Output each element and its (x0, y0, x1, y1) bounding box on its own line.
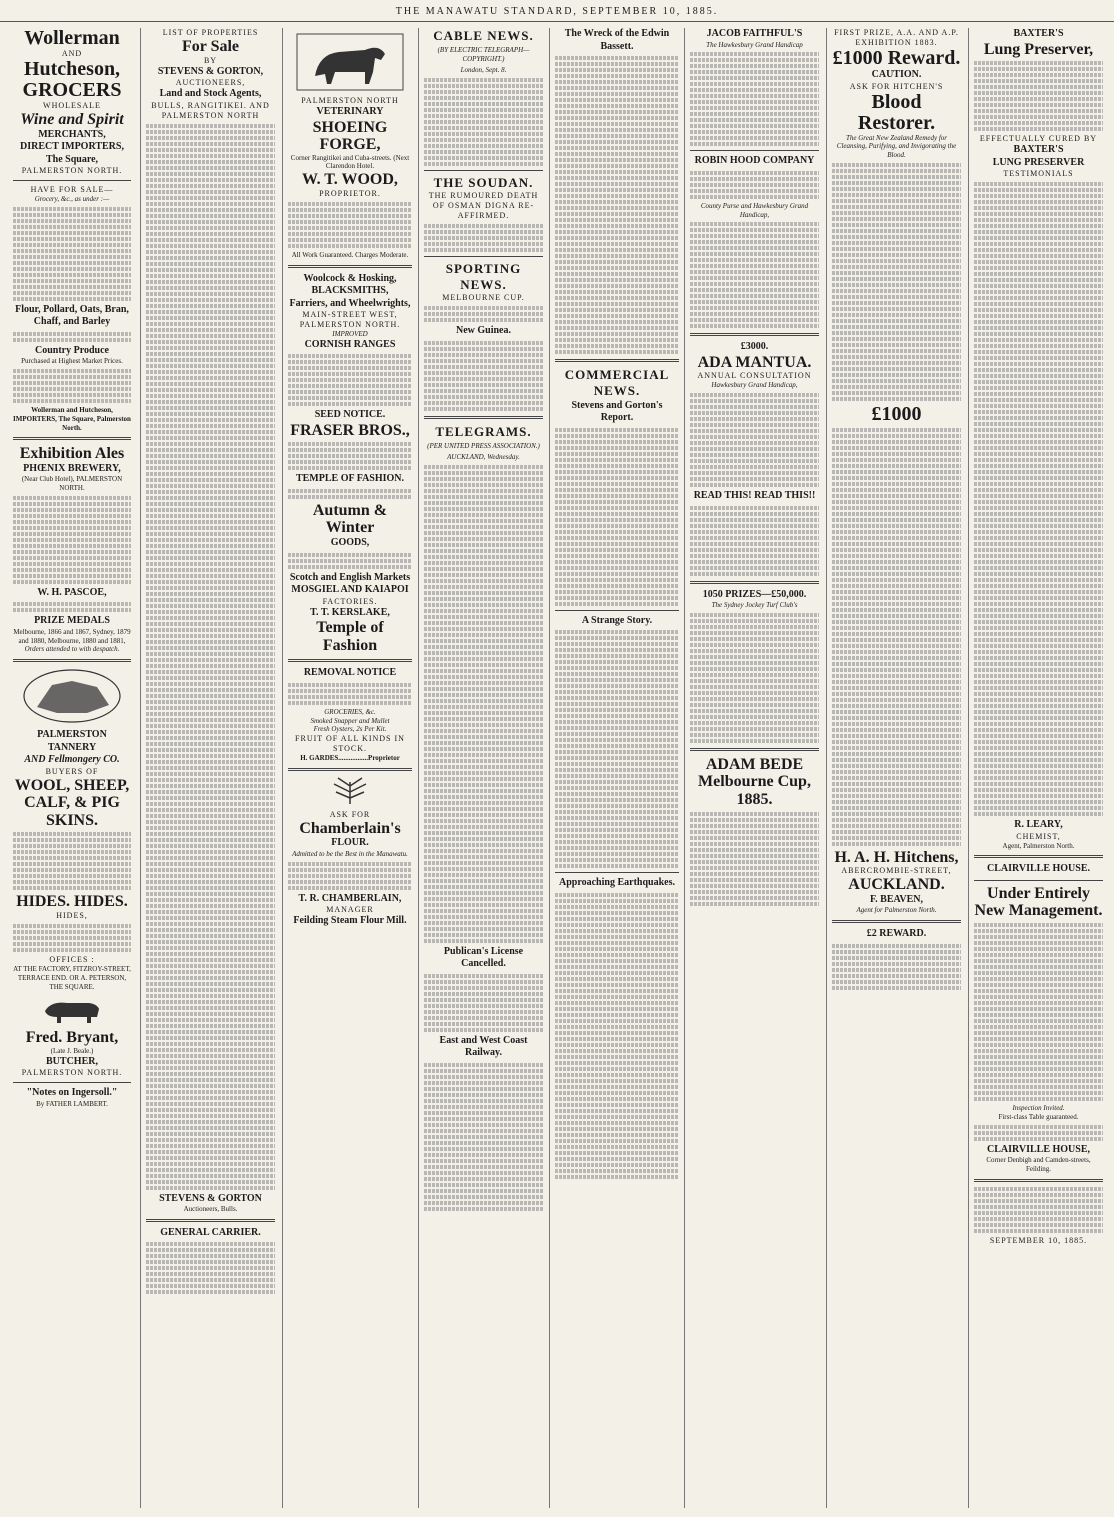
stevens-gorton: STEVENS & GORTON, (157, 65, 264, 77)
divider (555, 872, 679, 873)
column-8 (968, 28, 1108, 1508)
robin-hood: ROBIN HOOD COMPANY (694, 155, 815, 167)
seed-notice: SEED NOTICE. (314, 409, 386, 421)
gardes-proprietor: H. GARDES.................Proprietor (300, 754, 400, 762)
wheat-sheaf-icon (310, 776, 390, 806)
imprint-text (974, 1187, 1103, 1233)
flour: FLOUR. (331, 837, 369, 849)
article-text (832, 944, 961, 990)
autumn-winter: Autumn & Winter (312, 501, 388, 537)
testimonials: TESTIMONIALS (1003, 169, 1074, 179)
text-block (13, 924, 131, 952)
property-list (146, 124, 275, 1190)
divider (424, 256, 543, 257)
text-block (13, 369, 131, 403)
chamberlain: Chamberlain's (299, 819, 401, 837)
prizes-heading: 1050 PRIZES—£50,000. (702, 588, 807, 600)
inspection-invited: Inspection Invited. (1012, 1104, 1065, 1113)
soudan-heading: THE SOUDAN. (433, 174, 534, 190)
admitted-line: Admitted to be the Best in the Manawatu. (292, 849, 408, 858)
chemist: CHEMIST, (1016, 831, 1061, 841)
column-7 (826, 28, 966, 1508)
great-remedy: The Great New Zealand Remedy for Cleansing, Purifying, and Invigorating the Blood. (836, 133, 957, 159)
country-produce: Country Produce (35, 344, 109, 356)
article-text (974, 1125, 1103, 1141)
wollerman-heading: Wollerman (24, 28, 120, 49)
article-text (555, 56, 679, 354)
square-text: The Square, (45, 153, 99, 165)
brewery-name: PHŒNIX BREWERY, (23, 462, 121, 474)
lung-preserver: Lung Preserver, (983, 40, 1094, 58)
forge-town: PALMERSTON NORTH (301, 96, 399, 105)
wood-name: W. T. WOOD, (302, 171, 398, 189)
goods: GOODS, (330, 537, 370, 549)
divider (424, 416, 543, 419)
article-text (424, 306, 543, 322)
improved: IMPROVED (332, 330, 368, 339)
reward-heading: £1000 Reward. (832, 47, 961, 69)
and-text: AND (61, 49, 83, 58)
sweep-text (690, 613, 819, 743)
divider (974, 880, 1103, 881)
sweep-text (690, 506, 819, 576)
article-text (424, 1063, 543, 1211)
sweep-text (690, 393, 819, 487)
text-block (146, 1242, 275, 1294)
text-block (288, 683, 412, 705)
beaven: F. BEAVEN, (869, 893, 924, 905)
by-text: BY (203, 55, 218, 65)
sweep-text (690, 812, 819, 906)
divider (974, 1179, 1103, 1182)
rumoured-death: THE RUMOURED DEATH OF OSMAN DIGNA RE-AFFIRMED. (428, 190, 539, 220)
divider (690, 581, 819, 584)
divider (13, 437, 131, 440)
text-block (288, 862, 412, 890)
text-block (13, 332, 131, 342)
oysters: Fresh Oysters, 2s Per Kit. (313, 725, 387, 734)
read-this: READ THIS! READ THIS!! (693, 490, 816, 502)
caution: CAUTION. (871, 69, 922, 80)
london-date: London, Sept. 8. (460, 65, 507, 74)
clairville-house: CLAIRVILLE HOUSE. (986, 863, 1090, 875)
sweep-text (690, 222, 819, 328)
cornish-ranges: CORNISH RANGES (304, 338, 396, 350)
sydney-jockey: The Sydney Jockey Turf Club's (711, 601, 798, 610)
divider (690, 748, 819, 751)
medal-years: Melbourne, 1866 and 1867, Sydney, 1879 and 1880, Melbourne, 1880 and 1881, (13, 627, 131, 645)
main-street: MAIN-STREET WEST, (302, 310, 398, 320)
earthquakes: Approaching Earthquakes. (559, 877, 675, 888)
column-4 (418, 28, 548, 1508)
divider (13, 1082, 131, 1083)
article-text (974, 923, 1103, 1101)
annual-consultation: ANNUAL CONSULTATION (697, 371, 812, 381)
wool-heading: WOOL, SHEEP, CALF, & PIG SKINS. (14, 776, 130, 829)
tannery-emblem-icon (17, 667, 127, 725)
abercrombie-street: ABERCROMBIE-STREET, (841, 866, 952, 876)
manager-label: MANAGER (326, 905, 374, 915)
land-stock-agents: Land and Stock Agents, (159, 88, 262, 100)
exhibition-ales: Exhibition Ales (19, 445, 125, 463)
butcher-town: PALMERSTON NORTH. (21, 1068, 123, 1078)
bull-icon (37, 995, 107, 1025)
for-sale-heading: For Sale (181, 38, 240, 55)
manager-name: T. R. CHAMBERLAIN, (298, 892, 402, 904)
divider (288, 768, 412, 771)
divider (13, 180, 131, 181)
sporting-news: SPORTING NEWS. (445, 260, 522, 292)
hitchens-name: H. A. H. Hitchens, (834, 848, 959, 866)
text-block (288, 442, 412, 470)
text-block (288, 489, 412, 499)
article-text (424, 974, 543, 1032)
adam-bede: ADAM BEDE (705, 755, 804, 773)
groceries: GROCERIES, &c. (324, 707, 376, 716)
text-block (288, 354, 412, 406)
divider (555, 359, 679, 362)
article-text (832, 163, 961, 401)
scotch-markets: Scotch and English Markets (289, 571, 411, 583)
shoeing-forge: SHOEING FORGE, (312, 118, 388, 154)
article-text (974, 61, 1103, 131)
auckland: AUCKLAND. (848, 876, 945, 894)
article-text (555, 630, 679, 868)
grocery-line: Grocery, &c., as under :— (34, 195, 110, 204)
text-block (13, 207, 131, 301)
auctioneers: AUCTIONEERS, (175, 78, 246, 88)
mosgiel: MOSGIEL AND KAIAPOI (291, 584, 409, 596)
stevens-gorton-footer: STEVENS & GORTON (159, 1192, 262, 1204)
text-block (13, 832, 131, 890)
butcher-label: BUTCHER, (46, 1055, 98, 1067)
clairville-corner: Corner Denbigh and Camden-streets, Feilding. (986, 1156, 1091, 1173)
article-text (424, 465, 543, 943)
hides-sub: HIDES, (56, 911, 88, 921)
column-3 (282, 28, 417, 1508)
snapper: Smoked Snapper and Mullet (310, 716, 390, 725)
article-text (974, 182, 1103, 816)
baxters-2: BAXTER'S (1013, 144, 1064, 156)
railway-heading: East and West Coast Railway. (439, 1034, 528, 1058)
text-block (288, 553, 412, 569)
orders-line: Orders attended to with despatch. (24, 645, 120, 654)
fellmongery-name: AND Fellmongery CO. (24, 754, 120, 766)
importers-line: Wollerman and Hutcheson, IMPORTERS, The Square, Palmerston North. (13, 406, 131, 432)
county-purse: County Purse and Hawkesbury Grand Handicap, (700, 201, 809, 219)
wreck-heading: The Wreck of the Edwin Bassett. (564, 28, 670, 52)
text-block (288, 202, 412, 248)
divider (424, 170, 543, 171)
grocers-heading: GROCERS (22, 79, 122, 101)
sweep-text (690, 52, 819, 146)
auctioneers-bulls: Auctioneers, Bulls. (183, 1205, 238, 1214)
auckland-dateline: AUCKLAND, Wednesday. (447, 452, 520, 461)
jacob-faithful: JACOB FAITHFUL'S (706, 28, 803, 39)
father-lambert: By FATHER LAMBERT. (36, 1099, 108, 1108)
temple-fashion: TEMPLE OF FASHION. (295, 473, 405, 485)
flour-line: Flour, Pollard, Oats, Bran, Chaff, and Barley (15, 303, 129, 328)
woolcock-hosking: Woolcock & Hosking, (303, 272, 397, 284)
prize-medals: PRIZE MEDALS (34, 615, 110, 627)
divider (288, 265, 412, 268)
new-guinea: New Guinea. (456, 325, 511, 337)
direct-importers: DIRECT IMPORTERS, (20, 141, 124, 153)
license-cancelled: Publican's License Cancelled. (443, 945, 524, 969)
palmerston-town: PALMERSTON NORTH. (299, 320, 401, 330)
towns-line: BULLS, RANGITIKEI. AND PALMERSTON NORTH (151, 100, 270, 120)
hides-heading: HIDES. HIDES. (16, 893, 128, 911)
divider (13, 659, 131, 662)
horse-icon (295, 32, 405, 92)
farriers: Farriers, and Wheelwrights, (289, 297, 411, 309)
column-2 (140, 28, 280, 1508)
offices-address: AT THE FACTORY, FITZROY-STREET, TERRACE END. OR A. PETERSON, THE SQUARE. (13, 965, 131, 991)
text-block (13, 602, 131, 612)
cable-news: CABLE NEWS. (433, 28, 534, 43)
column-1 (8, 28, 136, 1508)
fruit-stock: FRUIT OF ALL KINDS IN STOCK. (295, 734, 405, 753)
divider (146, 1219, 275, 1222)
wine-spirit-heading: Wine and Spirit (20, 111, 124, 128)
commercial-news: COMMERCIAL NEWS. (564, 367, 670, 399)
strange-story: A Strange Story. (581, 614, 653, 626)
purchased-line: Purchased at Highest Market Prices. (21, 357, 123, 366)
stevens-report: Stevens and Gorton's Report. (571, 399, 663, 423)
lung-preserver-2: LUNG PRESERVER (992, 156, 1085, 168)
kerslake: T. T. KERSLAKE, (310, 606, 390, 618)
town-text: PALMERSTON NORTH. (21, 166, 123, 176)
fraser-bros: FRASER BROS., (290, 421, 410, 439)
thousand-pound: £1000 (871, 402, 922, 425)
ask-hitchens: ASK FOR HITCHEN'S (849, 81, 944, 91)
tannery-name: PALMERSTON TANNERY (37, 729, 107, 753)
pascoe-name: W. H. PASCOE, (37, 586, 107, 598)
masthead: THE MANAWATU STANDARD, SEPTEMBER 10, 1885. (0, 6, 1114, 22)
divider (690, 150, 819, 151)
cable-sub: (BY ELECTRIC TELEGRAPH—COPYRIGHT.) (437, 46, 530, 63)
removal-notice: REMOVAL NOTICE (303, 667, 397, 679)
hawkesbury-handicap: The Hawkesbury Grand Handicap (706, 40, 803, 49)
agent-palmerston: Agent, Palmerston North. (1002, 841, 1075, 850)
melbourne-cup: MELBOURNE CUP. (442, 293, 525, 303)
column-6 (684, 28, 824, 1508)
sweep-text (690, 171, 819, 199)
divider (288, 659, 412, 662)
article-text (424, 78, 543, 166)
ask-for: ASK FOR (329, 809, 371, 819)
effectually-cured: EFFECTUALLY CURED BY (979, 134, 1098, 144)
article-text (424, 341, 543, 411)
butcher-name: Fred. Bryant, (25, 1029, 119, 1047)
divider (555, 610, 679, 611)
baxters: BAXTER'S (1013, 28, 1064, 39)
two-pound-reward: £2 REWARD. (866, 928, 927, 940)
telegrams-heading: TELEGRAMS. (435, 423, 532, 439)
clairville-house-2: CLAIRVILLE HOUSE, (986, 1143, 1090, 1155)
have-for-sale: HAVE FOR SALE— (30, 185, 114, 195)
three-thousand: £3000. (740, 341, 769, 353)
hutcheson-heading: Hutcheson, (23, 58, 121, 80)
blacksmiths: BLACKSMITHS, (311, 285, 389, 297)
forge-address: Corner Rangitikei and Cuba-streets. (Next Clarendon Hotel. (290, 153, 410, 171)
brewery-address: (Near Club Hotel), PALMERSTON NORTH. (21, 475, 123, 493)
article-text (832, 428, 961, 846)
blood-restorer: Blood Restorer. (857, 90, 936, 134)
list-properties: LIST OF PROPERTIES (162, 28, 259, 37)
notes-ingersoll: "Notes on Ingersoll." (26, 1087, 118, 1099)
flour-mill: Feilding Steam Flour Mill. (293, 915, 407, 927)
first-class-table: First-class Table guaranteed. (998, 1112, 1079, 1121)
factories: FACTORIES. (322, 596, 378, 606)
hawkesbury-handicap-2: Hawkesbury Grand Handicap, (711, 381, 798, 390)
melbourne-cup-1885: Melbourne Cup, 1885. (698, 773, 811, 809)
offices-label: OFFICES : (49, 955, 95, 965)
wholesale-text: WHOLESALE (43, 101, 101, 110)
butcher-late: (Late J. Beale.) (50, 1046, 94, 1055)
divider (832, 920, 961, 923)
veterinary: VETERINARY (316, 106, 384, 117)
column-5 (549, 28, 684, 1508)
divider (974, 855, 1103, 858)
merchants-text: MERCHANTS, (38, 128, 106, 140)
press-association: (PER UNITED PRESS ASSOCIATION.) (427, 442, 540, 450)
guarantee-line: All Work Guaranteed. Charges Moderate. (291, 250, 409, 259)
buyers-of: BUYERS OF (45, 766, 99, 776)
article-text (555, 428, 679, 606)
leary: R. LEARY, (1014, 819, 1063, 831)
text-block (13, 496, 131, 584)
first-prize: FIRST PRIZE, A.A. AND A.P. EXHIBITION 1883. (834, 28, 959, 47)
article-text (555, 893, 679, 1179)
ada-mantua: ADA MANTUA. (697, 353, 812, 371)
proprietor: PROPRIETOR. (319, 188, 381, 198)
imprint-date: SEPTEMBER 10, 1885. (989, 1235, 1088, 1245)
agent-pn: Agent for Palmerston North. (856, 906, 937, 915)
article-text (424, 224, 543, 252)
temple-fashion-2: Temple of Fashion (316, 619, 384, 654)
new-management: Under Entirely New Management. (974, 884, 1103, 920)
divider (690, 333, 819, 336)
general-carrier: GENERAL CARRIER. (160, 1226, 261, 1238)
